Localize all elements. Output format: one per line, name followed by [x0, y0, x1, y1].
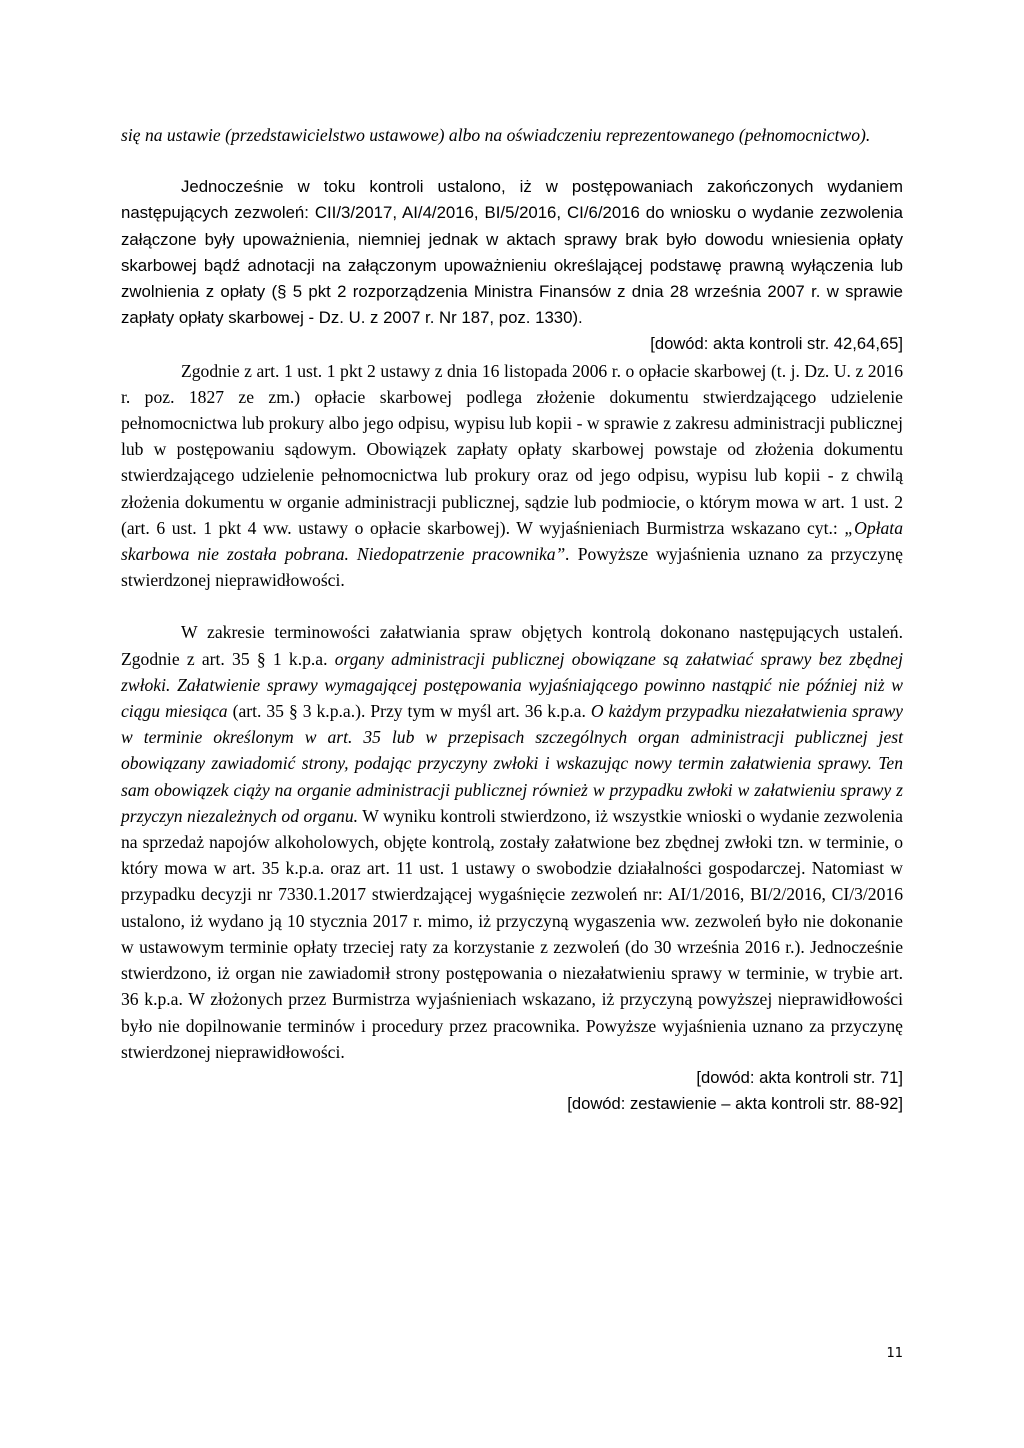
kpa-art36-quote: O każdym przypadku niezałatwienia sprawy w terminie określonym w art. 35 lub w przepisach szczególnych organ administracji publicznej jest obowiązany zawiadomić strony, podając przyczyny zwłoki i wskazując nowy termin załatwienia sprawy. Ten sam obowiązek ciąży na organie administracji publicznej również w przypadku zwłoki w załatwieniu sprawy z przyczyn niezależnych od organu. [121, 701, 903, 826]
paragraph-timeliness [121, 619, 903, 1064]
evidence-reference-3: [dowód: zestawienie – akta kontroli str. 88-92] [567, 1094, 903, 1114]
page-number: 11 [886, 1346, 903, 1361]
stamp-duty-conclusion: Powyższe wyjaśnienia uznano za przyczynę stwierdzonej nieprawidłowości. [121, 544, 903, 591]
timeliness-intro: W zakresie terminowości załatwiania spraw objętych kontrolą dokonano następujących ustaleń. Zgodnie z art. 35 § 1 k.p.a. [121, 622, 903, 669]
paragraph-stamp-duty [121, 358, 903, 594]
document-body [121, 122, 903, 1117]
timeliness-findings: W wyniku kontroli stwierdzono, iż wszystkie wnioski o wydanie zezwolenia na sprzedaż napojów alkoholowych, objęte kontrolą, zostały załatwione bez zbędnej zwłoki tzn. w terminie, o który mowa w art. 35 k.p.a. oraz art. 11 ust. 1 ustawy o swobodzie działalności gospodarczej. Natomiast w przypadku decyzji nr 7330.1.2017 stwierdzającej wygaśnięcie zezwoleń nr: AI/1/2016, BI/2/2016, CI/3/2016 ustalono, iż wydano ją 10 stycznia 2017 r. mimo, iż przyczyną wygaszenia ww. zezwoleń było nie dokonanie w ustawowym terminie opłaty trzeciej raty za korzystanie z zezwoleń (do 30 września 2016 r.). Jednocześnie stwierdzono, iż organ nie zawiadomił strony postępowania o niezałatwieniu sprawy w terminie, w trybie art. 36 k.p.a. W złożonych przez Burmistrza wyjaśnieniach wskazano, iż przyczyną powyższej nieprawidłowości było nie dopilnowanie terminów i procedury przez pracownika. Powyższe wyjaśnienia uznano za przyczynę stwierdzonej nieprawidłowości. [121, 805, 903, 1062]
kpa-art35-quote: organy administracji publicznej obowiązane są załatwiać sprawy bez zbędnej zwłoki. Załatwienie sprawy wymagającej postępowania wyjaśniającego powinno nastąpić nie później niż w ciągu miesiąca [121, 648, 903, 722]
evidence-reference-2: [dowód: akta kontroli str. 71] [696, 1067, 903, 1087]
evidence-reference-1: [dowód: akta kontroli str. 42,64,65] [650, 334, 903, 354]
paragraph-authorizations: Jednocześnie w toku kontroli ustalono, iż w postępowaniach zakończonych wydaniem następujących zezwoleń: CII/3/2017, AI/4/2016, BI/5/2016, CI/6/2016 do wniosku o wydanie zezwolenia załączone były upoważnienia, niemniej jednak w aktach sprawy brak było dowodu wniesienia opłaty skarbowej bądź adnotacji na załączonym upoważnieniu określającej podstawę prawną wyłączenia lub zwolnienia z opłaty (§ 5 pkt 2 rozporządzenia Ministra Finansów z dnia 28 września 2007 r. w sprawie zapłaty opłaty skarbowej - Dz. U. z 2007 r. Nr 187, poz. 1330). [121, 177, 903, 328]
stamp-duty-text: Zgodnie z art. 1 ust. 1 pkt 2 ustawy z dnia 16 listopada 2006 r. o opłacie skarbowej (t. j. Dz. U. z 2016 r. poz. 1827 ze zm.) opłacie skarbowej podlega złożenie dokumentu stwierdzającego udzielenie pełnomocnictwa lub prokury albo jego odpisu, wypisu lub kopii - w sprawie z zakresu administracji publicznej lub w postępowaniu sądowym. Obowiązek zapłaty opłaty skarbowej powstaje od złożenia dokumentu stwierdzającego udzielenie pełnomocnictwa lub prokury oraz od jego odpisu, wypisu lub kopii - z chwilą złożenia dokumentu w organie administracji publicznej, sądzie lub podmiocie, o którym mowa w art. 1 ust. 2 (art. 6 ust. 1 pkt 4 ww. ustawy o opłacie skarbowej). W wyjaśnieniach Burmistrza wskazano cyt.: [121, 360, 903, 538]
mayor-quote: „Opłata skarbowa nie została pobrana. Niedopatrzenie pracownika”. [121, 517, 903, 565]
kpa-art36-intro: (art. 35 § 3 k.p.a.). Przy tym w myśl art. 36 k.p.a. [227, 701, 591, 722]
paragraph-continuation: się na ustawie (przedstawicielstwo ustawowe) albo na oświadczeniu reprezentowanego (pełnomocnictwo). [121, 125, 871, 145]
